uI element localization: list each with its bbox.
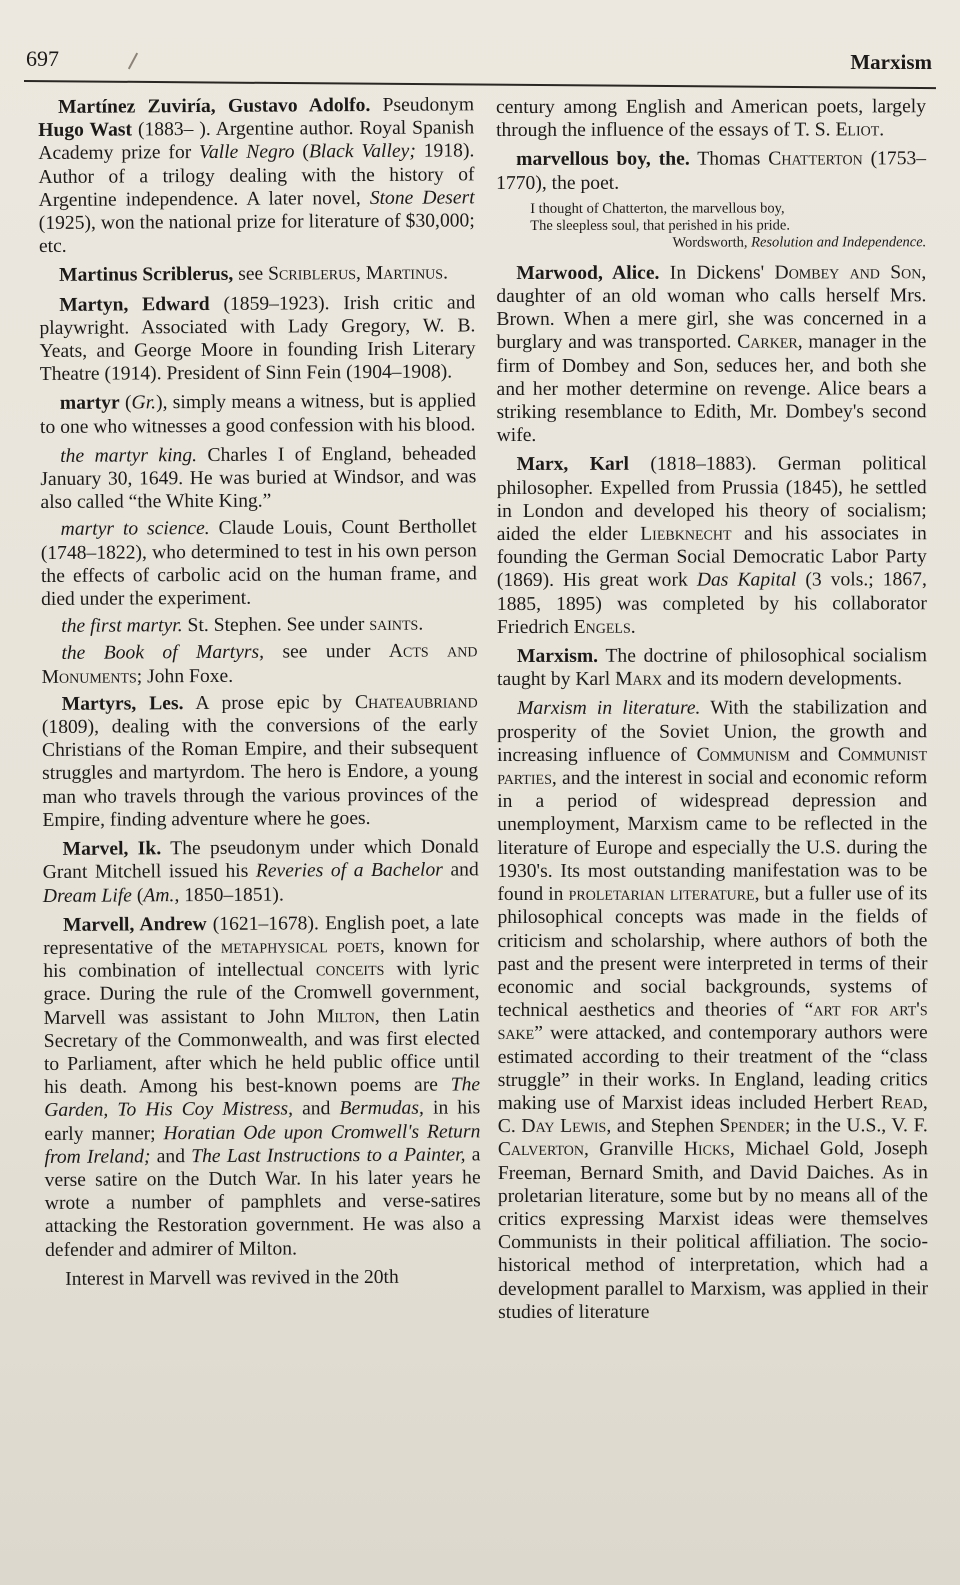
body-text: St. Stephen. See under [182, 614, 370, 637]
entry-marvellous-boy [496, 148, 926, 195]
body-text: a verse satire on the Dutch War. In his later years he wrote a number of pamphlets and verse-satires attacking the Restoration government. He was also a defender and admirer of Milton. [44, 1144, 481, 1261]
verse-line: I thought of Chatterton, the marvellous boy, [530, 200, 785, 217]
body-text: (1818–1883). German political philosopher. Expelled from Prussia (1845), he settled in London and developed his theory of socialism; aided the elder [496, 453, 927, 546]
cross-reference: Communism [696, 744, 790, 766]
headword: Marx, Karl [516, 454, 629, 476]
cross-reference: Acts and Monuments [41, 640, 478, 688]
cross-reference: metaphysical poets [220, 935, 380, 958]
italic-text: Black Valley; [308, 141, 416, 163]
entry-martyr-king [40, 442, 476, 514]
cross-reference: proletarian literature [568, 883, 755, 905]
italic-text: Bermudas, [339, 1097, 424, 1120]
headword: Hugo Wast [38, 119, 133, 142]
italic-text: The Last Instructions to a Painter, [191, 1144, 466, 1167]
headword: Marvell, Andrew [63, 913, 207, 936]
body-text: , Granville [583, 1139, 684, 1161]
page-number: 697 [26, 46, 59, 71]
body-text: (1859–1923). Irish critic and playwright. Associated with Lady Gregory, W. B. Yeats, and George Moore in founding Irish Literary Theatre (1914). President of Sinn Fein (1904–1908). [39, 291, 476, 386]
body-text: , Michael Gold, Joseph Freeman, Bernard Smith, and David Daiches. As in proletarian literature, some but by no means all of the critics expressing Marxist ideas were themselves Communists in their political affiliation. The socio-historical method of interpretation, which had a development parallel to Marxism, was applied in their studies of literature [497, 1138, 929, 1323]
body-text: , but a fuller use of its philosophical concepts was made in the fields of criticism and scholarship, where authors of both the past and the present were interpreted in terms of their economic and social backgrounds, systems of technical aesthetics and theories of “ [497, 883, 928, 1022]
body-text: see [233, 264, 269, 286]
body-text: (1925), won the national prize for literature of $30,000; etc. [38, 210, 475, 258]
headword: Martyn, Edward [59, 293, 210, 316]
body-text: , manager in the firm of Dombey and Son, seduces her, and both she and her mother determine on revenge. Alice bears a striking resemblance to Edith, Mr. Dombey's second wife. [496, 331, 927, 447]
body-text: ( [131, 884, 144, 906]
italic-text: Stone Desert [369, 187, 475, 209]
headword: marvellous boy, the. [516, 149, 690, 171]
italic-text: the Book of Martyrs, [61, 642, 265, 665]
headword: Martinus Scriblerus, [59, 264, 234, 287]
body-text: . [418, 613, 424, 635]
body-text: and [150, 1145, 192, 1168]
italic-text: the martyr king. [60, 444, 198, 467]
body-text: The pseudonym under which Donald Grant Mitchell issued his [42, 836, 479, 884]
italic-text: Dream Life [42, 884, 133, 907]
entry-marvell [43, 911, 481, 1262]
entry-marvel-ik [43, 835, 479, 907]
italic-text: Reveries of a Bachelor [255, 859, 443, 882]
body-text: , 1850–1851). [174, 884, 284, 906]
cross-reference: conceits [315, 959, 385, 981]
entry-martyn [39, 291, 476, 386]
body-text: Thomas [689, 148, 769, 171]
cross-reference: Carker [737, 331, 798, 354]
cross-reference: saints [369, 613, 419, 636]
italic-text: Valle Negro [199, 141, 295, 164]
body-text: (1809), dealing with the conversions of the early Christians of the Roman Empire, and their subsequent struggles and martyrdom. The hero is Endore, a young man who travels through the various provinces of the Empire, finding adventure where he goes. [41, 714, 479, 831]
body-text: . [879, 119, 885, 141]
headword: Martínez Zuviría, Gustavo Adolfo. [58, 94, 371, 118]
body-text: and [442, 859, 479, 881]
body-text: , then Latin Secretary of the Commonwealth, and was first elected to Parliament, after which he held public office until his death. Among his best-known poems are [43, 1004, 480, 1099]
body-text: (1753–1770), the poet. [496, 148, 927, 194]
verse-quotation [530, 200, 926, 252]
cross-reference: Day Lewis [521, 1115, 607, 1138]
body-text: , C. [497, 1092, 928, 1138]
body-text: , and Stephen [606, 1115, 720, 1137]
body-text: and [789, 744, 838, 766]
body-text: ( [294, 141, 309, 163]
cross-reference: art for art's sake [497, 999, 928, 1045]
headword: Marwood, Alice. [516, 262, 660, 284]
entry-book-martyrs [41, 640, 477, 689]
entry-marvell-interest [45, 1265, 481, 1291]
cross-reference: Engels [573, 616, 631, 638]
page-header [22, 40, 932, 76]
body-text: A prose epic by [183, 691, 356, 714]
cross-reference: Chateaubriand [354, 691, 478, 713]
body-text: ), simply means a witness, but is applied to one who witnesses a good confession with his blood. [39, 390, 476, 438]
cross-reference: Eliot [835, 119, 880, 141]
body-text: Claude Louis, Count Berthollet (1748–1822), who determined to test in his own person the effects of carbolic acid on the human frame, and died under the experiment. [40, 516, 477, 611]
cross-reference: Chatterton [768, 148, 863, 170]
entry-martinez [38, 93, 475, 258]
body-text: and its modern developments. [662, 668, 903, 690]
entry-marxism-lit [497, 697, 928, 1324]
cross-reference: Hicks [683, 1138, 730, 1161]
body-text: and his associates in founding the German Social Democratic Labor Party (1869). His great work [496, 523, 927, 592]
body-text: see under [263, 641, 389, 664]
right-column [496, 95, 928, 1328]
body-text: ; in the U.S., V. F. [784, 1115, 928, 1137]
header-rule [24, 80, 936, 89]
italic-text: The Garden, To His Coy Mistress, [44, 1074, 481, 1122]
cross-reference: Calverton [497, 1139, 584, 1161]
body-text: , known for his combination of intellectual [43, 935, 480, 983]
quote-attribution [530, 234, 926, 252]
cross-reference: Read [880, 1092, 923, 1114]
entry-martyrs-les [42, 690, 479, 832]
body-text: Charles I of England, beheaded January 30, 1649. He was buried at Windsor, and was also called “the White King.” [40, 443, 477, 514]
body-text: , daughter of an old woman who calls herself Mrs. Brown. When a mere girl, she was concerned in a burglary and was transported. [496, 262, 927, 354]
body-text: (1621–1678). English poet, a late representative of the [43, 912, 480, 959]
italic-text: Am. [143, 884, 175, 906]
entry-scriblerus [39, 262, 475, 288]
entry-marvell-cont [496, 95, 926, 142]
headword: Martyrs, Les. [61, 692, 184, 715]
body-text: (3 vols.; 1867, 1885, 1895) was completed by his collaborator Friedrich [496, 569, 927, 638]
body-text: in his early manner; [44, 1097, 481, 1145]
italic-text: the first martyr. [61, 615, 183, 638]
cross-reference: Communist parties [497, 744, 928, 790]
body-text: ( [119, 392, 132, 414]
cross-reference: Scriblerus, Martinus [268, 262, 444, 286]
body-text: century among English and American poets, largely through the influence of the essays of T. S. [496, 96, 927, 142]
italic-text: martyr to science. [60, 518, 210, 541]
cross-reference: Liebknecht [640, 523, 732, 545]
body-text: 1918). Author of a trilogy dealing with the history of Argentine independence. A later novel, [38, 140, 475, 211]
body-text: Pseudonym [370, 94, 475, 116]
body-text: ” were attacked, and contemporary authors were estimated according to their treatment of the “class struggle” in their works. In England, leading critics making use of Marxist ideas included Herbert [497, 1022, 928, 1114]
headword: Marvel, Ik. [62, 838, 162, 860]
cross-reference: Marx [615, 668, 663, 691]
italic-text: Gr. [131, 392, 157, 414]
headword: martyr [59, 392, 120, 415]
entry-first-martyr [41, 613, 477, 639]
italic-text: Horatian Ode upon Cromwell's Return from Ireland; [44, 1120, 481, 1168]
left-column [38, 93, 481, 1297]
body-text: Interest in Marvell was revived in the 20th [65, 1266, 399, 1290]
body-text: In Dickens' [659, 262, 775, 284]
body-text: . [442, 262, 449, 284]
body-text: . [630, 616, 636, 638]
entry-martyr-science [41, 516, 478, 611]
italic-text: Resolution and Independence. [751, 234, 927, 251]
body-text: (1883– ). Argentine author. Royal Spanish Academy prize for [38, 117, 475, 165]
cross-reference: Dombey and Son [774, 262, 922, 284]
entry-marx [497, 453, 927, 639]
body-text: The doctrine of philosophical socialism taught by Karl [497, 645, 927, 691]
entry-marxism [497, 644, 927, 691]
entry-martyr [40, 390, 476, 439]
body-text: With the stabilization and prosperity of the Soviet Union, the growth and increasing influence of [497, 697, 928, 766]
cross-reference: Milton [316, 1005, 375, 1027]
body-text: and [292, 1098, 340, 1120]
entry-marwood [496, 261, 926, 447]
headword: Marxism. [516, 645, 599, 668]
italic-text: Marxism in literature. [517, 698, 701, 720]
body-text: , and the interest in social and economic reform in a period of widespread depression and unemployment, Marxism came to be reflected in the literature of Europe and especially the U.S. during the 1930's. Its most outstanding manifestation was to be found in [497, 767, 928, 906]
italic-text: Das Kapital [696, 569, 797, 592]
cross-reference: Spender [719, 1115, 785, 1137]
body-text: Wordsworth, [672, 234, 752, 251]
body-text: with lyric grace. During the rule of the Cromwell government, Marvell was assistant to John [43, 958, 480, 1029]
verse-line: The sleepless soul, that perished in his pride. [530, 217, 790, 234]
body-text: ; John Foxe. [136, 665, 234, 688]
running-head: Marxism [850, 50, 932, 74]
